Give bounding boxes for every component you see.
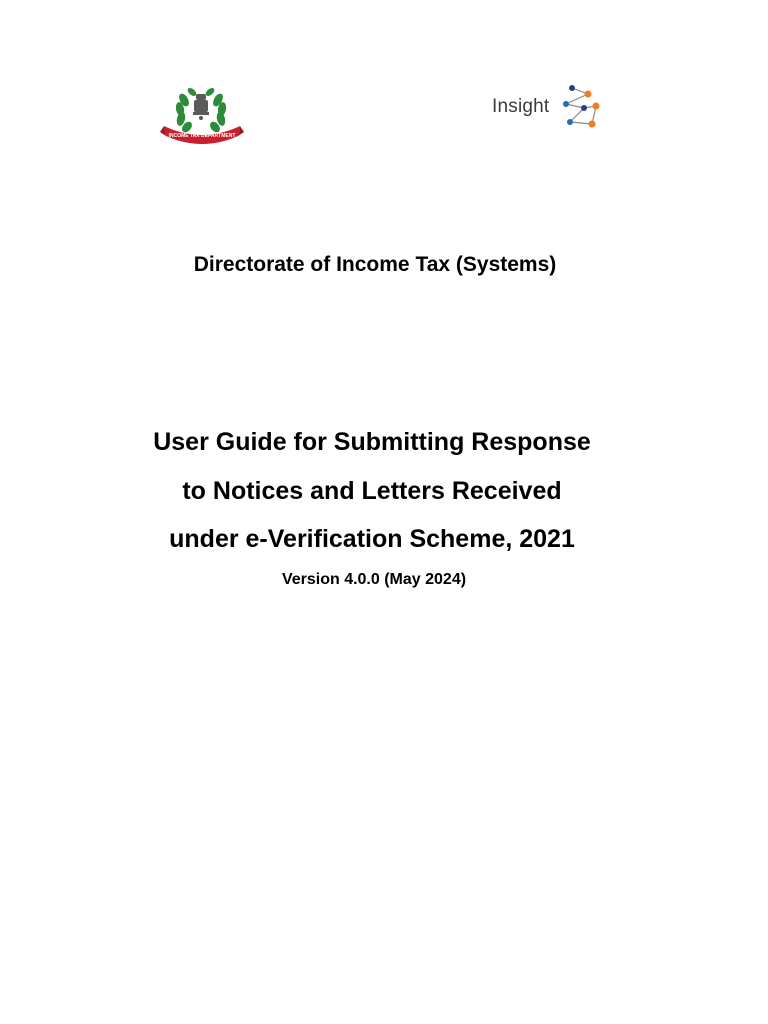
insight-wordmark: Insight xyxy=(492,96,550,117)
document-title-line-3: under e-Verification Scheme, 2021 xyxy=(169,525,575,553)
document-title-line-1: User Guide for Submitting Response xyxy=(153,428,591,456)
logo-banner-text: INCOME TAX DEPARTMENT xyxy=(168,133,236,139)
document-title-line-2: to Notices and Letters Received xyxy=(182,477,562,505)
document-version: Version 4.0.0 (May 2024) xyxy=(281,571,467,588)
organization-name: Directorate of Income Tax (Systems) xyxy=(193,253,557,276)
insight-logo xyxy=(488,84,604,130)
network-nodes-icon xyxy=(558,84,602,130)
emblem-icon xyxy=(160,82,244,144)
income-tax-department-logo xyxy=(160,82,244,144)
